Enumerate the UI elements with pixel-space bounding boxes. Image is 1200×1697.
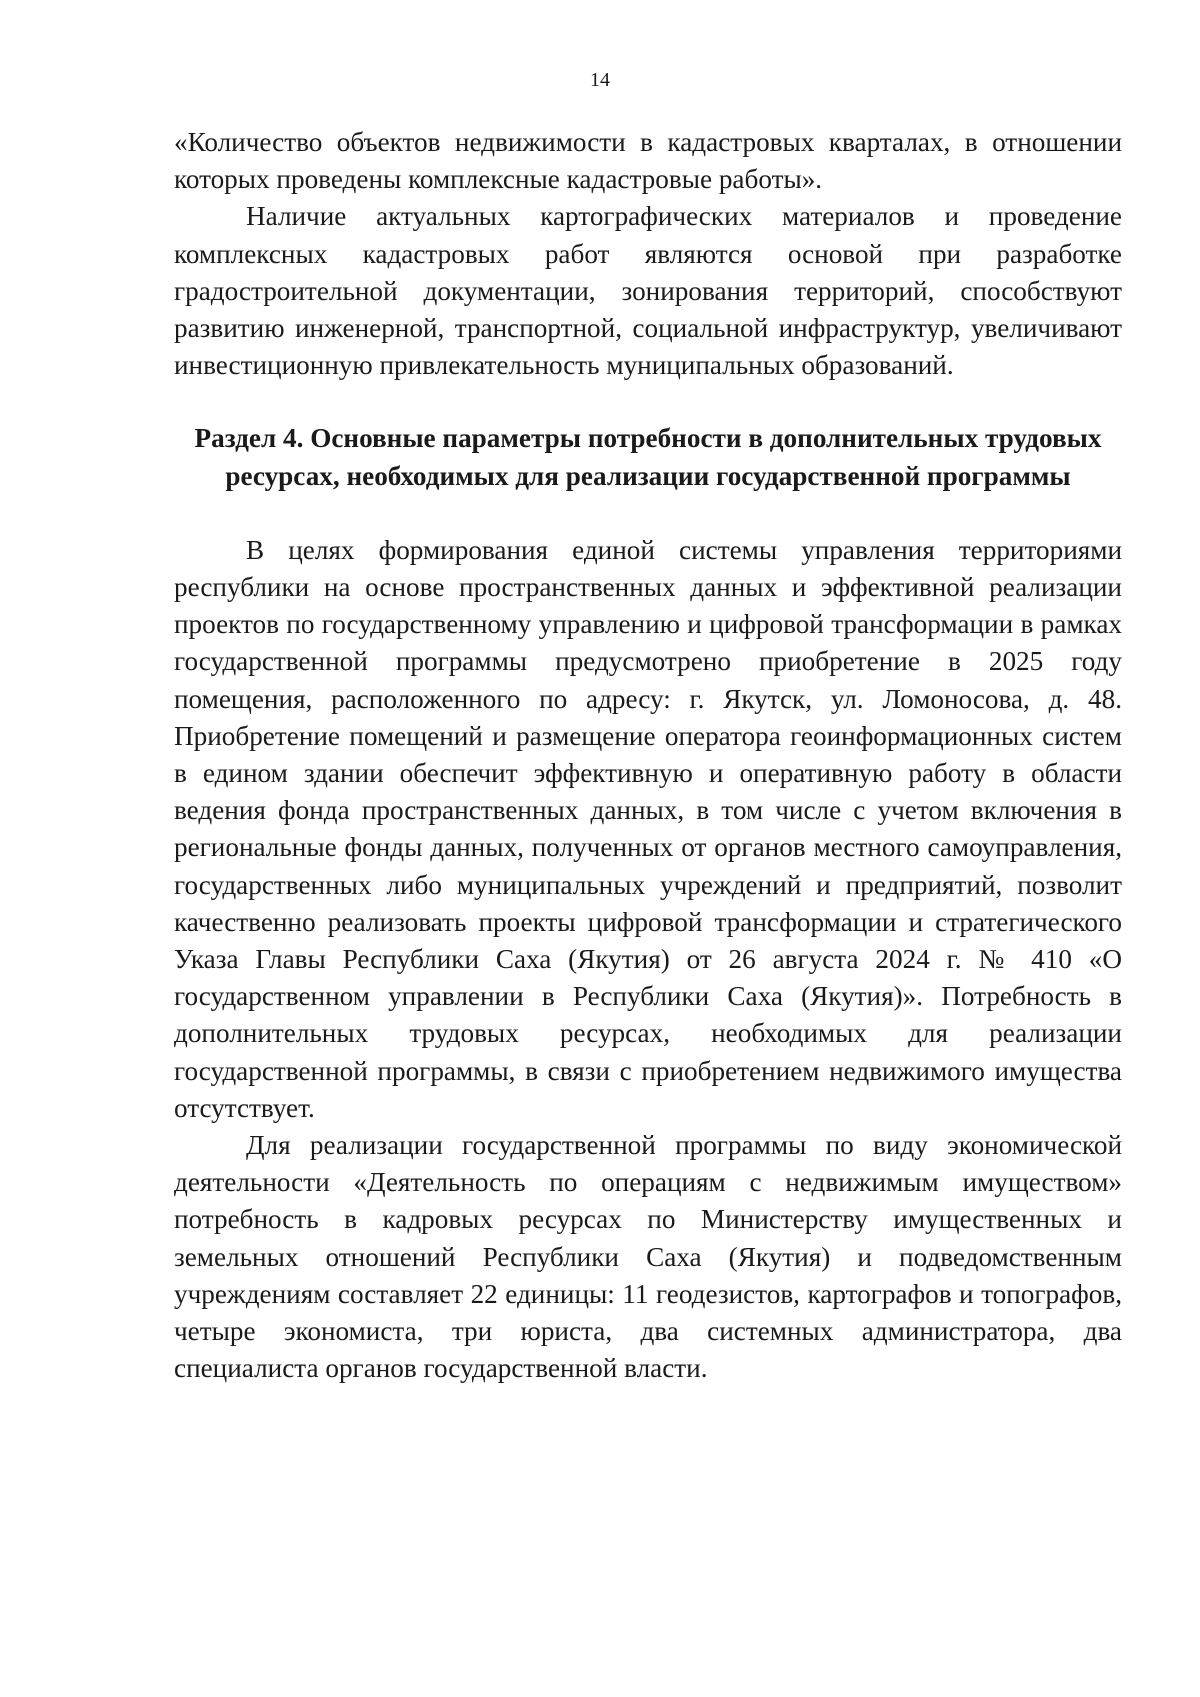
section-heading-line-1: Раздел 4. Основные параметры потребности в дополнительных трудовых — [194, 423, 1102, 454]
page-number: 14 — [590, 69, 610, 91]
paragraph-indicator-quote: «Количество объектов недвижимости в кадастровых кварталах, в отношении которых проведены комплексные кадастровые работы». — [174, 127, 1122, 195]
paragraph-premises-acquisition: В целях формирования единой системы управления территориями республики на основе пространственных данных и эффективной реализации проектов по государственному управлению и цифровой трансформации в рамках государственной программы предусмотрено приобретение в 2025 году помещения, расположенного по адресу: г. Якутск, ул. Ломоносова, д. 48. Приобретение помещений и размещение оператора геоинформационных систем в едином здании обеспечит эффективную и оперативную работу в области ведения фонда пространственных данных, в том числе с учетом включения в региональные фонды данных, полученных от органов местного самоуправления, государственных либо муниципальных учреждений и предприятий, позволит качественно реализовать проекты цифровой трансформации и стратегического Указа Главы Республики Саха (Якутия) от 26 августа 2024 г. № 410 «О государственном управлении в Республики Саха (Якутия)». Потребность в дополнительных трудовых ресурсах, необходимых для реализации государственной программы, в связи с приобретением недвижимого имущества отсутствует. — [174, 534, 1122, 1123]
paragraph-staffing-needs: Для реализации государственной программы по виду экономической деятельности «Деятельность по операциям с недвижимым имуществом» потребность в кадровых ресурсах по Министерству имущественных и земельных отношений Республики Саха (Якутия) и подведомственным учреждениям составляет 22 единицы: 11 геодезистов, картографов и топографов, четыре экономиста, три юриста, два системных администратора, два специалиста органов государственной власти. — [174, 1130, 1122, 1384]
section-heading-line-2: ресурсах, необходимых для реализации государственной программы — [225, 460, 1071, 491]
document-body — [174, 124, 1122, 1388]
section-heading — [174, 420, 1122, 494]
paragraph-cartographic-materials: Наличие актуальных картографических материалов и проведение комплексных кадастровых работ являются основой при разработке градостроительной документации, зонирования территорий, способствуют развитию инженерной, транспортной, социальной инфраструктур, увеличивают инвестиционную привлекательность муниципальных образований. — [174, 201, 1122, 381]
